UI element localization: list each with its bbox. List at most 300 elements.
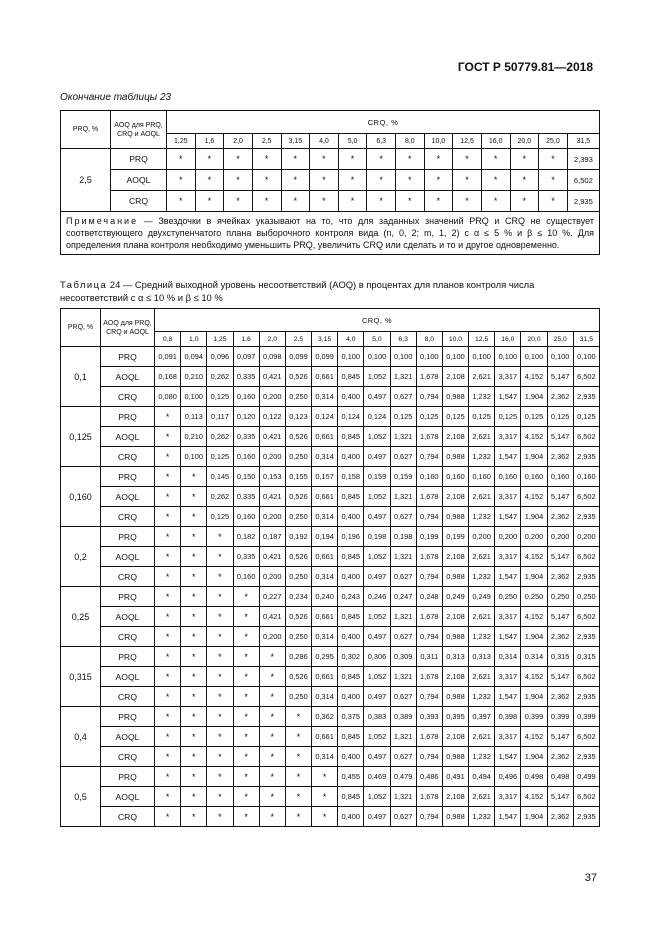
table-cell: *	[207, 787, 233, 807]
table-cell: 0,479	[390, 767, 416, 787]
row-label: CRQ	[111, 191, 167, 212]
table-cell: *	[510, 170, 539, 191]
table-cell: 2,621	[469, 427, 495, 447]
table-cell: *	[195, 149, 224, 170]
table-cell: 0,249	[469, 587, 495, 607]
table-cell: *	[310, 149, 339, 170]
table-cell: 0,314	[312, 747, 338, 767]
table-row	[61, 149, 600, 170]
crq-value-header: 2,0	[259, 332, 285, 347]
crq-value-header: 4,0	[310, 134, 339, 149]
table-cell: 0,200	[521, 527, 547, 547]
table-cell: 0,160	[573, 467, 599, 487]
table-cell: *	[312, 767, 338, 787]
table-cell: 0,160	[233, 387, 259, 407]
table-cell: *	[181, 647, 207, 667]
col-crq-header: CRQ, %	[167, 111, 600, 134]
table-cell: *	[167, 149, 196, 170]
table-cell: 0,199	[442, 527, 468, 547]
table-cell: *	[539, 170, 568, 191]
table-cell: *	[453, 170, 482, 191]
row-label: PRQ	[101, 767, 155, 787]
table-cell: *	[181, 487, 207, 507]
table-cell: *	[396, 170, 425, 191]
row-label: PRQ	[101, 527, 155, 547]
table-cell: *	[233, 687, 259, 707]
table-cell: *	[181, 547, 207, 567]
table-row	[61, 627, 600, 647]
table-cell: 0,526	[285, 487, 311, 507]
table-cell: 0,200	[259, 387, 285, 407]
table-cell: 0,497	[364, 447, 390, 467]
table-cell: *	[207, 527, 233, 547]
table-cell: *	[195, 170, 224, 191]
table-cell: 0,160	[416, 467, 442, 487]
table-cell: *	[252, 170, 281, 191]
table-cell: 0,627	[390, 627, 416, 647]
table-cell: 0,421	[259, 607, 285, 627]
table-cell: 0,335	[233, 427, 259, 447]
crq-value-header: 0,8	[155, 332, 181, 347]
table-cell: *	[285, 787, 311, 807]
table-cell: 0,383	[364, 707, 390, 727]
table-row	[61, 587, 600, 607]
crq-value-header: 6,3	[367, 134, 396, 149]
table-row	[61, 707, 600, 727]
table-cell: 0,157	[312, 467, 338, 487]
table-cell: 0,399	[547, 707, 573, 727]
table-cell: 0,200	[259, 567, 285, 587]
table-cell: 0,400	[338, 387, 364, 407]
table-cell: 0,398	[495, 707, 521, 727]
prq-group-value: 0,1	[61, 347, 101, 407]
crq-value-header: 1,25	[167, 134, 196, 149]
table-cell: *	[233, 607, 259, 627]
table-cell: 0,845	[338, 427, 364, 447]
table-cell: 0,526	[285, 667, 311, 687]
table-cell: 1,232	[469, 567, 495, 587]
table-cell: 0,845	[338, 727, 364, 747]
row-label: AOQL	[101, 367, 155, 387]
table-cell: 1,321	[390, 487, 416, 507]
table-cell: 0,661	[312, 727, 338, 747]
crq-value-header: 25,0	[539, 134, 568, 149]
table-row	[61, 547, 600, 567]
table-cell: 6,502	[573, 367, 599, 387]
table-24-caption-label: Таблица	[60, 279, 108, 290]
table-cell: 0,250	[285, 567, 311, 587]
table-cell: 0,099	[312, 347, 338, 367]
table-cell: 2,108	[442, 607, 468, 627]
table-cell: 0,249	[442, 587, 468, 607]
table-cell: *	[181, 627, 207, 647]
table-cell: 0,262	[207, 427, 233, 447]
table-cell: 2,621	[469, 787, 495, 807]
table-cell: 2,362	[547, 687, 573, 707]
table-cell: 0,988	[442, 627, 468, 647]
table-row	[61, 727, 600, 747]
table-cell: *	[181, 587, 207, 607]
table-cell: 0,200	[259, 447, 285, 467]
table-cell: 0,117	[207, 407, 233, 427]
table-cell: 0,845	[338, 367, 364, 387]
table-cell: 5,147	[547, 487, 573, 507]
table-cell: 0,497	[364, 747, 390, 767]
table-cell: *	[224, 170, 253, 191]
table-cell: 0,400	[338, 627, 364, 647]
table-cell: 0,315	[573, 647, 599, 667]
table-cell: *	[259, 687, 285, 707]
table-cell: 0,100	[442, 347, 468, 367]
table-cell: 0,794	[416, 687, 442, 707]
table-cell: 0,160	[469, 467, 495, 487]
prq-group-value: 0,5	[61, 767, 101, 827]
table-cell: *	[259, 647, 285, 667]
table-cell: 0,250	[547, 587, 573, 607]
table-cell: 0,094	[181, 347, 207, 367]
table-cell: 6,502	[573, 727, 599, 747]
table-cell: *	[181, 687, 207, 707]
table-cell: 0,389	[390, 707, 416, 727]
table-cell: 2,362	[547, 387, 573, 407]
row-label: CRQ	[101, 687, 155, 707]
table-cell: *	[481, 149, 510, 170]
table-cell: 0,124	[312, 407, 338, 427]
table-cell: 0,243	[338, 587, 364, 607]
table-cell: 0,160	[495, 467, 521, 487]
table-cell: 1,678	[416, 427, 442, 447]
table-cell: 0,198	[390, 527, 416, 547]
table-cell: *	[181, 747, 207, 767]
table-cell: *	[510, 191, 539, 212]
table-cell: 0,526	[285, 547, 311, 567]
table-cell: 0,286	[285, 647, 311, 667]
table-cell: 0,168	[155, 367, 181, 387]
table-cell: 2,108	[442, 487, 468, 507]
table-cell: *	[181, 667, 207, 687]
table-row	[61, 367, 600, 387]
row-label: CRQ	[101, 387, 155, 407]
prq-group-value: 0,315	[61, 647, 101, 707]
table-cell: *	[233, 627, 259, 647]
crq-value-header: 1,25	[207, 332, 233, 347]
table-cell: *	[155, 607, 181, 627]
table-cell: 2,108	[442, 367, 468, 387]
table-cell: 3,317	[495, 787, 521, 807]
prq-group-value: 0,25	[61, 587, 101, 647]
table-cell: *	[207, 727, 233, 747]
crq-value-header: 2,5	[285, 332, 311, 347]
table-cell: 0,120	[233, 407, 259, 427]
table-cell: 0,845	[338, 607, 364, 627]
table-cell: 0,400	[338, 687, 364, 707]
table-cell: 2,362	[547, 447, 573, 467]
table-cell: 0,314	[312, 567, 338, 587]
table-cell: 0,794	[416, 447, 442, 467]
table-cell: 1,678	[416, 487, 442, 507]
table-cell: *	[285, 747, 311, 767]
table-cell: *	[181, 727, 207, 747]
crq-value-header: 10,0	[442, 332, 468, 347]
table-cell: 1,052	[364, 487, 390, 507]
table-cell: 3,317	[495, 367, 521, 387]
row-label: PRQ	[101, 467, 155, 487]
table-cell: 2,621	[469, 487, 495, 507]
row-label: AOQL	[101, 547, 155, 567]
table-cell: *	[424, 191, 453, 212]
crq-value-header: 1,0	[181, 332, 207, 347]
table-cell: 4,152	[521, 727, 547, 747]
col-prq-header: PRQ, %	[61, 309, 101, 347]
table-cell: *	[181, 467, 207, 487]
table-cell: 5,147	[547, 787, 573, 807]
table-cell: 0,196	[338, 527, 364, 547]
table-cell: 0,627	[390, 567, 416, 587]
table-cell: 0,491	[442, 767, 468, 787]
table-cell: 0,794	[416, 627, 442, 647]
table-cell: 0,497	[364, 387, 390, 407]
table-row	[61, 170, 600, 191]
standard-number: ГОСТ Р 50779.81—2018	[457, 60, 593, 74]
table-cell: 3,317	[495, 547, 521, 567]
table-cell: 0,113	[181, 407, 207, 427]
table-cell: 1,232	[469, 507, 495, 527]
table-cell: 0,100	[181, 447, 207, 467]
crq-value-header: 1,6	[195, 134, 224, 149]
table-cell: 2,621	[469, 727, 495, 747]
table-cell: 2,935	[573, 387, 599, 407]
table-cell: *	[207, 687, 233, 707]
table-24	[60, 308, 600, 827]
table-cell: 0,526	[285, 607, 311, 627]
table-cell: 1,547	[495, 747, 521, 767]
table-cell: *	[312, 807, 338, 827]
table-cell: *	[259, 727, 285, 747]
table-cell: 2,108	[442, 667, 468, 687]
table-cell: 2,621	[469, 367, 495, 387]
table-cell: 0,421	[259, 427, 285, 447]
table-cell: *	[310, 170, 339, 191]
table-cell: 0,526	[285, 427, 311, 447]
table-cell: 1,904	[521, 807, 547, 827]
table-cell: 1,052	[364, 367, 390, 387]
table-cell: 0,100	[181, 387, 207, 407]
table-row	[61, 747, 600, 767]
table-cell: *	[181, 707, 207, 727]
table-cell: *	[233, 667, 259, 687]
table-cell: 2,108	[442, 727, 468, 747]
crq-value-header: 12,5	[469, 332, 495, 347]
table-cell: 0,123	[285, 407, 311, 427]
table-cell: 4,152	[521, 607, 547, 627]
table-cell: *	[224, 191, 253, 212]
table-cell: *	[338, 170, 367, 191]
table-cell: 1,547	[495, 807, 521, 827]
note-text: — Звездочки в ячейках указывают на то, что для заданных значений PRQ и CRQ не существует соответствующего двухступенчатого плана выборочного контроля вида (n, 0, 2; m, 1, 2) с α ≤ 5 % и β ≤ 10 %. Для определения плана контроля необходимо уменьшить PRQ, увеличить CRQ или сделать и то и другое одновременно.	[66, 216, 594, 250]
table-cell: 5,147	[547, 367, 573, 387]
table-cell: 0,192	[285, 527, 311, 547]
table-cell: *	[396, 191, 425, 212]
row-label: AOQL	[101, 727, 155, 747]
table-row	[61, 667, 600, 687]
crq-value-header: 10,0	[424, 134, 453, 149]
table-cell: *	[481, 191, 510, 212]
table-cell: *	[181, 567, 207, 587]
table-cell: 0,314	[521, 647, 547, 667]
table-cell: *	[155, 467, 181, 487]
table-cell: 0,150	[233, 467, 259, 487]
crq-value-header: 5,0	[364, 332, 390, 347]
table-cell: 0,200	[573, 527, 599, 547]
row-label: PRQ	[111, 149, 167, 170]
table-cell: 0,627	[390, 747, 416, 767]
table-cell: 0,497	[364, 807, 390, 827]
table-row	[61, 191, 600, 212]
row-label: PRQ	[101, 647, 155, 667]
table-cell: 6,502	[573, 667, 599, 687]
table-cell: *	[338, 191, 367, 212]
row-label: AOQL	[101, 427, 155, 447]
table-cell: 0,100	[547, 347, 573, 367]
table-cell: *	[195, 191, 224, 212]
table-cell: 1,678	[416, 787, 442, 807]
table-cell: 6,502	[573, 427, 599, 447]
table-cell: 0,496	[495, 767, 521, 787]
table-cell: *	[181, 787, 207, 807]
table-cell: *	[155, 487, 181, 507]
table-cell: *	[155, 767, 181, 787]
table-cell: 1,678	[416, 667, 442, 687]
page-number: 37	[584, 872, 597, 884]
table-cell: 1,547	[495, 447, 521, 467]
table-cell: 1,052	[364, 607, 390, 627]
table-cell: 0,250	[285, 627, 311, 647]
table-cell: 0,314	[495, 647, 521, 667]
table-cell: 0,627	[390, 507, 416, 527]
table-cell: 0,498	[521, 767, 547, 787]
table-cell: 0,497	[364, 507, 390, 527]
col-aoq-header: AOQ для PRQ, CRQ и AOQL	[111, 111, 167, 149]
table-cell: 6,502	[573, 487, 599, 507]
table-cell: *	[338, 149, 367, 170]
table-cell: 1,678	[416, 727, 442, 747]
table-cell: 0,160	[233, 567, 259, 587]
table-cell: *	[259, 667, 285, 687]
row-label: CRQ	[101, 627, 155, 647]
table-cell: *	[367, 149, 396, 170]
table-cell: 0,335	[233, 367, 259, 387]
table-cell: *	[233, 767, 259, 787]
table-cell: 4,152	[521, 367, 547, 387]
table-cell: 0,627	[390, 447, 416, 467]
table-cell: *	[539, 191, 568, 212]
table-cell: 1,232	[469, 387, 495, 407]
table-cell: 0,234	[285, 587, 311, 607]
table-cell: *	[207, 607, 233, 627]
table-cell: *	[181, 767, 207, 787]
col-crq-header: CRQ, %	[155, 309, 600, 332]
row-label: PRQ	[101, 587, 155, 607]
row-label: CRQ	[101, 747, 155, 767]
table-cell: 0,145	[207, 467, 233, 487]
table-cell: 0,250	[521, 587, 547, 607]
table-cell: 4,152	[521, 427, 547, 447]
table-cell: 0,314	[312, 687, 338, 707]
table-cell: 0,988	[442, 507, 468, 527]
table-cell: *	[281, 149, 310, 170]
table-row	[61, 427, 600, 447]
table-23-caption: Окончание таблицы 23	[60, 92, 172, 103]
table-cell: 2,935	[567, 191, 599, 212]
crq-value-header: 3,15	[281, 134, 310, 149]
table-cell: 0,315	[547, 647, 573, 667]
table-cell: *	[155, 707, 181, 727]
table-cell: 0,362	[312, 707, 338, 727]
table-cell: 0,160	[233, 447, 259, 467]
table-cell: 0,498	[547, 767, 573, 787]
table-cell: 0,200	[259, 507, 285, 527]
table-cell: *	[285, 727, 311, 747]
table-cell: 2,935	[573, 447, 599, 467]
row-label: PRQ	[101, 707, 155, 727]
table-cell: 0,210	[181, 427, 207, 447]
table-row	[61, 787, 600, 807]
row-label: AOQL	[101, 607, 155, 627]
crq-value-header: 31,5	[573, 332, 599, 347]
crq-value-header: 16,0	[481, 134, 510, 149]
col-prq-header: PRQ, %	[61, 111, 111, 149]
table-cell: 0,125	[207, 447, 233, 467]
table-cell: 0,395	[442, 707, 468, 727]
table-cell: *	[167, 191, 196, 212]
table-row	[61, 347, 600, 367]
table-cell: *	[207, 807, 233, 827]
table-cell: 0,100	[573, 347, 599, 367]
table-cell: 0,159	[364, 467, 390, 487]
table-cell: *	[396, 149, 425, 170]
table-cell: 2,108	[442, 427, 468, 447]
table-cell: 0,794	[416, 807, 442, 827]
table-cell: 0,661	[312, 487, 338, 507]
table-cell: 0,845	[338, 547, 364, 567]
table-cell: 4,152	[521, 787, 547, 807]
table-cell: 0,080	[155, 387, 181, 407]
table-cell: 0,661	[312, 667, 338, 687]
table-cell: 0,627	[390, 807, 416, 827]
table-cell: 5,147	[547, 727, 573, 747]
table-cell: 1,547	[495, 567, 521, 587]
crq-value-header: 4,0	[338, 332, 364, 347]
table-cell: 0,421	[259, 367, 285, 387]
table-cell: 0,794	[416, 567, 442, 587]
table-cell: 0,153	[259, 467, 285, 487]
table-cell: *	[155, 787, 181, 807]
table-cell: 1,904	[521, 687, 547, 707]
row-label: AOQL	[111, 170, 167, 191]
table-cell: 0,469	[364, 767, 390, 787]
table-cell: 0,306	[364, 647, 390, 667]
table-cell: 1,904	[521, 747, 547, 767]
table-cell: 6,502	[573, 787, 599, 807]
table-cell: *	[424, 170, 453, 191]
table-cell: 0,302	[338, 647, 364, 667]
table-cell: 2,935	[573, 807, 599, 827]
table-cell: 0,262	[207, 367, 233, 387]
table-cell: 0,155	[285, 467, 311, 487]
crq-value-header: 20,0	[521, 332, 547, 347]
table-cell: 0,200	[495, 527, 521, 547]
table-cell: 0,124	[364, 407, 390, 427]
